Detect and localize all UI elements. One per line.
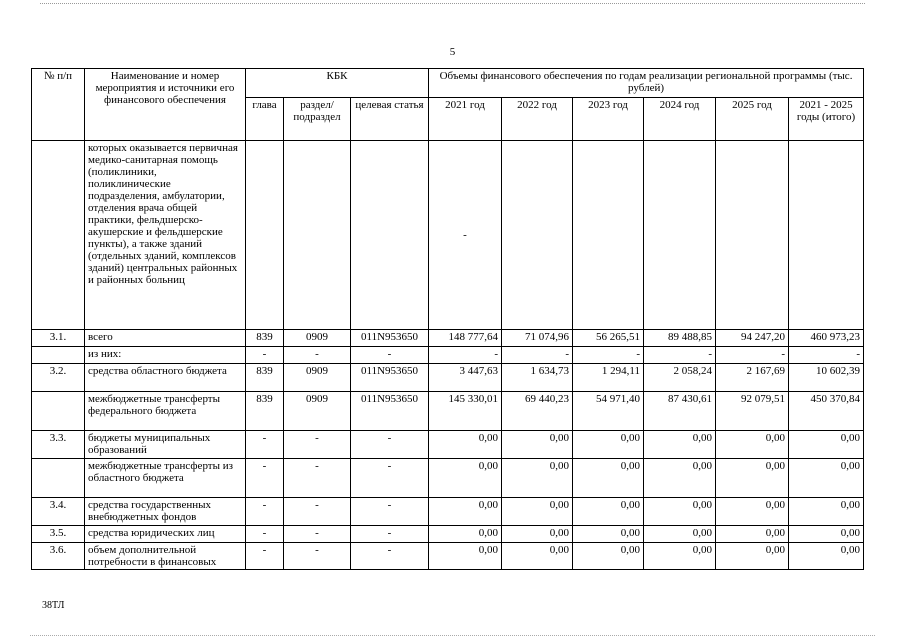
row-name: из них: [85, 347, 246, 364]
header-2022: 2022 год [502, 98, 573, 141]
row-2022: - [502, 347, 573, 364]
row-razdel: - [284, 459, 351, 498]
header-2025: 2025 год [716, 98, 789, 141]
row-glava: - [246, 459, 284, 498]
row-num: 3.3. [32, 431, 85, 459]
row-2025: 0,00 [716, 526, 789, 543]
scan-edge-bottom [30, 635, 875, 636]
row-2022: 1 634,73 [502, 364, 573, 392]
row-2024: 87 430,61 [644, 392, 716, 431]
row-2023: 0,00 [573, 498, 644, 526]
row-2025: 2 167,69 [716, 364, 789, 392]
table-row [32, 330, 864, 347]
row-total: 0,00 [789, 498, 864, 526]
row-celevaya: - [351, 526, 429, 543]
table-row [32, 526, 864, 543]
row-razdel: - [284, 543, 351, 570]
row-2022: 69 440,23 [502, 392, 573, 431]
row-glava: 839 [246, 392, 284, 431]
row-2024: - [644, 347, 716, 364]
row-num [32, 459, 85, 498]
row-total: 460 973,23 [789, 330, 864, 347]
row-total: 10 602,39 [789, 364, 864, 392]
row-2022: 0,00 [502, 526, 573, 543]
header-2021: 2021 год [429, 98, 502, 141]
row-2023: 0,00 [573, 459, 644, 498]
row-2021: 3 447,63 [429, 364, 502, 392]
table-row [32, 392, 864, 431]
row-2021: - [429, 347, 502, 364]
row-celevaya: 011N953650 [351, 330, 429, 347]
row-2022: 0,00 [502, 498, 573, 526]
row-2021: 148 777,64 [429, 330, 502, 347]
row-celevaya: - [351, 543, 429, 570]
row-2023: 54 971,40 [573, 392, 644, 431]
row-num: 3.2. [32, 364, 85, 392]
row-2023: 0,00 [573, 431, 644, 459]
row-celevaya: - [351, 498, 429, 526]
row-name: средства государственных внебюджетных фондов [85, 498, 246, 526]
row-2025: 0,00 [716, 543, 789, 570]
row-razdel: 0909 [284, 364, 351, 392]
row-2023: 0,00 [573, 543, 644, 570]
row-2024: 2 058,24 [644, 364, 716, 392]
row-glava: - [246, 543, 284, 570]
row-2021: 0,00 [429, 431, 502, 459]
row-num: 3.5. [32, 526, 85, 543]
header-num: № п/п [32, 69, 85, 141]
footer-code: 38ТЛ [42, 600, 65, 611]
budget-table [31, 68, 864, 570]
row-2021: 0,00 [429, 543, 502, 570]
row-total: 0,00 [789, 526, 864, 543]
row-celevaya: - [351, 459, 429, 498]
table-row [32, 498, 864, 526]
row-razdel: 0909 [284, 330, 351, 347]
row-2022: 71 074,96 [502, 330, 573, 347]
row-glava: 839 [246, 330, 284, 347]
row-2025: 0,00 [716, 498, 789, 526]
table-row [32, 347, 864, 364]
row-2025: 0,00 [716, 459, 789, 498]
row-total: 0,00 [789, 543, 864, 570]
header-volumes: Объемы финансового обеспечения по годам реализации региональной программы (тыс. рублей) [429, 69, 864, 98]
row-name: всего [85, 330, 246, 347]
row-glava: 839 [246, 364, 284, 392]
row-2023: - [573, 347, 644, 364]
row-2025: 92 079,51 [716, 392, 789, 431]
row-name: межбюджетные трансферты федерального бюджета [85, 392, 246, 431]
row-name: межбюджетные трансферты из областного бюджета [85, 459, 246, 498]
table-row [32, 364, 864, 392]
row-2023: 0,00 [573, 526, 644, 543]
row-2022: 0,00 [502, 543, 573, 570]
row-name: средства областного бюджета [85, 364, 246, 392]
row-total: - [789, 347, 864, 364]
row-glava: - [246, 498, 284, 526]
header-name: Наименование и номер мероприятия и источники его финансового обеспечения [85, 69, 246, 141]
header-kbk: КБК [246, 69, 429, 98]
row-2023: 1 294,11 [573, 364, 644, 392]
continuation-row [32, 141, 864, 330]
row-razdel: - [284, 431, 351, 459]
row-2024: 0,00 [644, 459, 716, 498]
row-total: 0,00 [789, 431, 864, 459]
row-num: 3.6. [32, 543, 85, 570]
row-num [32, 347, 85, 364]
row-glava: - [246, 431, 284, 459]
header-celevaya: целевая статья [351, 98, 429, 141]
header-2024: 2024 год [644, 98, 716, 141]
header-glava: глава [246, 98, 284, 141]
row-name: бюджеты муниципальных образований [85, 431, 246, 459]
row-2025: 94 247,20 [716, 330, 789, 347]
row-glava: - [246, 526, 284, 543]
header-razdel: раздел/ подраздел [284, 98, 351, 141]
row-2023: 56 265,51 [573, 330, 644, 347]
row-razdel: - [284, 347, 351, 364]
row-2024: 0,00 [644, 498, 716, 526]
row-glava: - [246, 347, 284, 364]
row-2021: 0,00 [429, 526, 502, 543]
row-total: 0,00 [789, 459, 864, 498]
table-row [32, 459, 864, 498]
row-2025: - [716, 347, 789, 364]
row-2024: 0,00 [644, 526, 716, 543]
header-total: 2021 - 2025 годы (итого) [789, 98, 864, 141]
row-celevaya: - [351, 431, 429, 459]
row-num [32, 392, 85, 431]
row-num: 3.4. [32, 498, 85, 526]
row-2024: 0,00 [644, 543, 716, 570]
header-2023: 2023 год [573, 98, 644, 141]
row-2021: 0,00 [429, 459, 502, 498]
row-celevaya: 011N953650 [351, 392, 429, 431]
page-number: 5 [449, 46, 456, 58]
row-2024: 0,00 [644, 431, 716, 459]
row-celevaya: - [351, 347, 429, 364]
row-2022: 0,00 [502, 459, 573, 498]
row-razdel: - [284, 526, 351, 543]
row-total: 450 370,84 [789, 392, 864, 431]
table-row [32, 431, 864, 459]
header-row-top [32, 69, 864, 98]
row-2025: 0,00 [716, 431, 789, 459]
row-razdel: 0909 [284, 392, 351, 431]
row-2021: 145 330,01 [429, 392, 502, 431]
continuation-text: которых оказывается первичная медико-санитарная помощь (поликлиники, поликлинические подразделения, амбулатории, отделения врача общей практики, фельдшерско-акушерские и фельдшерские пункты), а также зданий (отдельных зданий, комплексов зданий) центральных районных и районных больниц [85, 141, 246, 330]
table-row [32, 543, 864, 570]
row-num: 3.1. [32, 330, 85, 347]
row-2021: 0,00 [429, 498, 502, 526]
row-name: средства юридических лиц [85, 526, 246, 543]
scan-edge-top [40, 3, 865, 4]
continuation-mark: - [429, 141, 502, 330]
row-razdel: - [284, 498, 351, 526]
row-celevaya: 011N953650 [351, 364, 429, 392]
row-2024: 89 488,85 [644, 330, 716, 347]
row-2022: 0,00 [502, 431, 573, 459]
row-name: объем дополнительной потребности в финансовых [85, 543, 246, 570]
